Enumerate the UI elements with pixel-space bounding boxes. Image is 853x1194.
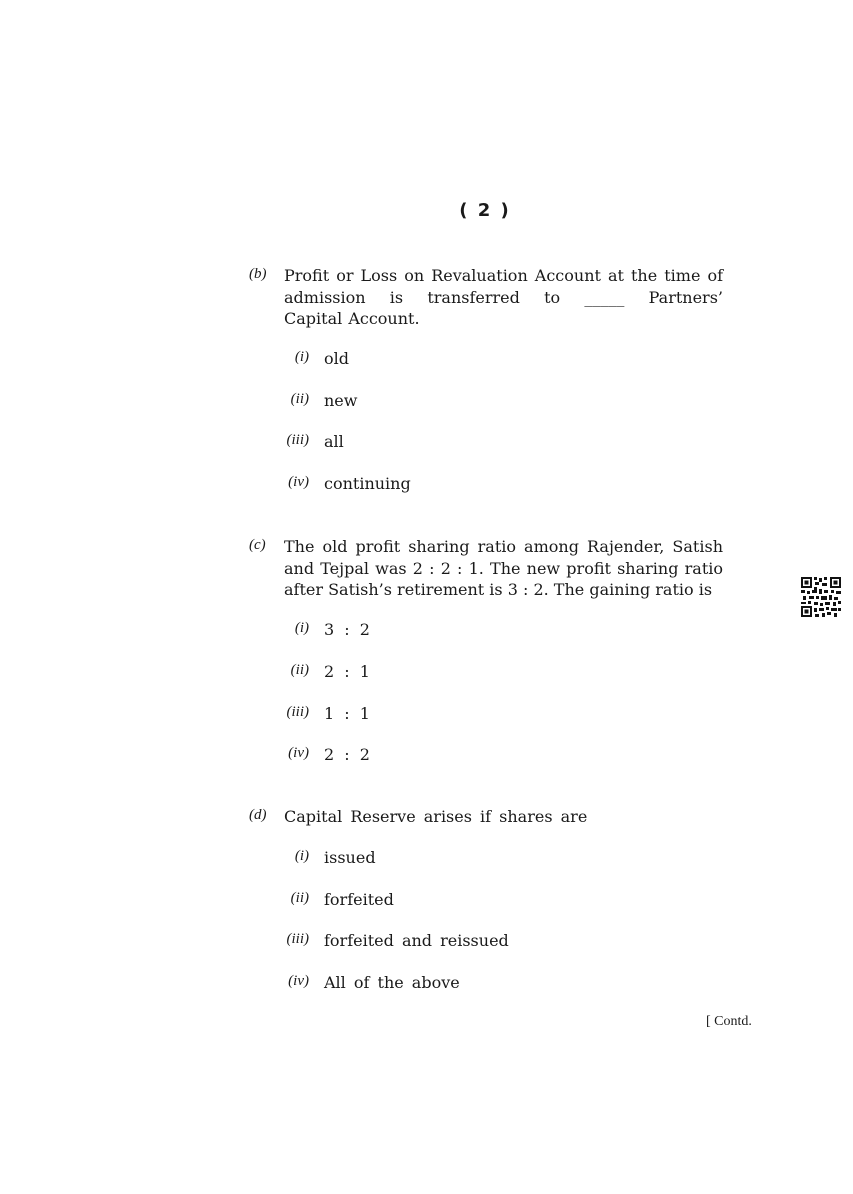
option [249, 662, 723, 684]
option-text: 2 : 1 [324, 662, 370, 681]
question-label: (c) [249, 537, 266, 553]
question-d [249, 806, 723, 828]
option-text: All of the above [324, 973, 460, 992]
option [249, 349, 723, 371]
option-text: all [324, 432, 344, 451]
question-line: after Satish’s retirement is 3 : 2. The gaining ratio is [284, 580, 713, 599]
option-text: forfeited and reissued [324, 931, 509, 950]
option [249, 848, 723, 870]
option [249, 890, 723, 912]
option-label: (iv) [288, 973, 309, 989]
question-text [284, 806, 723, 828]
option-label: (i) [294, 620, 309, 636]
question-label: (d) [249, 807, 267, 823]
option [249, 474, 723, 496]
option [249, 973, 723, 995]
option [249, 620, 723, 642]
option-text: 3 : 2 [324, 620, 370, 639]
qr-code-icon [801, 577, 841, 617]
option-label: (iv) [288, 474, 309, 490]
option-text: issued [324, 848, 376, 867]
option [249, 745, 723, 767]
question-line: Capital Reserve arises if shares are [284, 807, 588, 826]
option [249, 931, 723, 953]
question-line: and Tejpal was 2 : 2 : 1. The new profit sharing ratio [284, 558, 723, 578]
option-label: (ii) [290, 391, 309, 407]
option-label: (iii) [286, 931, 309, 947]
question-line: The old profit sharing ratio among Rajender, Satish [284, 537, 723, 556]
option-label: (ii) [290, 890, 309, 906]
question-b [249, 265, 723, 330]
question-text [284, 536, 723, 601]
option [249, 704, 723, 726]
option-text: forfeited [324, 890, 394, 909]
option-label: (i) [294, 848, 309, 864]
option-label: (iv) [288, 745, 309, 761]
question-line: Capital Account. [284, 309, 420, 328]
option [249, 391, 723, 413]
option-text: new [324, 391, 358, 410]
question-line: Profit or Loss on Revaluation Account at the time of [284, 266, 723, 285]
question-c [249, 536, 723, 601]
page-number: ( 2 ) [459, 200, 511, 221]
contd-note: [ Contd. [706, 1014, 752, 1029]
question-label: (b) [249, 266, 267, 282]
option-label: (ii) [290, 662, 309, 678]
option-text: continuing [324, 474, 411, 493]
question-text [284, 265, 723, 330]
option-label: (iii) [286, 704, 309, 720]
option-label: (i) [294, 349, 309, 365]
question-line: admission is transferred to _____ Partners’ [284, 287, 723, 307]
option-text: 2 : 2 [324, 745, 370, 764]
option-text: 1 : 1 [324, 704, 370, 723]
option-text: old [324, 349, 349, 368]
option [249, 432, 723, 454]
option-label: (iii) [286, 432, 309, 448]
